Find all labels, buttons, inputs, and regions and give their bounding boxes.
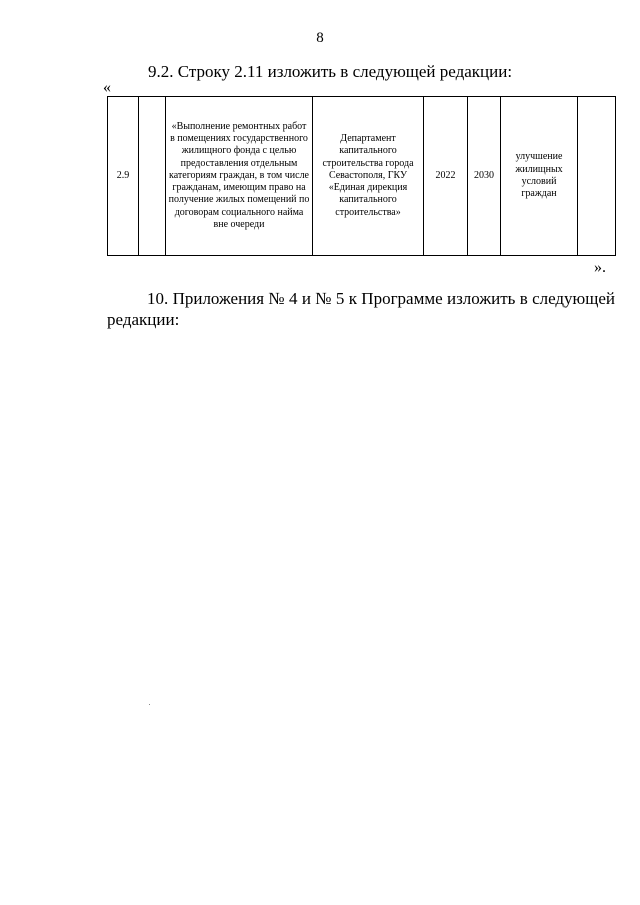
activity-cell: «Выполнение ремонтных работ в помещениях государственного жилищного фонда с целью предоставления отдельным категориям граждан, в том числе гражданам, имеющим право на получение жилых помещений по договорам социального найма вне очереди bbox=[166, 97, 313, 256]
row-number-cell: 2.9 bbox=[108, 97, 139, 256]
empty-cell bbox=[139, 97, 166, 256]
page-number: 8 bbox=[316, 30, 324, 46]
expected-result-cell: улучшение жилищных условий граждан bbox=[501, 97, 578, 256]
opening-quote-mark: « bbox=[103, 79, 111, 96]
amended-row-table bbox=[107, 96, 616, 256]
closing-quote-mark: ». bbox=[594, 259, 606, 276]
section-10-paragraph: 10. Приложения № 4 и № 5 к Программе изложить в следующей редакции: bbox=[107, 289, 615, 329]
trailing-empty-cell bbox=[578, 97, 616, 256]
table-row bbox=[108, 97, 616, 256]
scan-speck bbox=[149, 704, 150, 705]
section-9-2-heading: 9.2. Строку 2.11 изложить в следующей редакции: bbox=[148, 62, 513, 81]
start-year-cell: 2022 bbox=[424, 97, 468, 256]
end-year-cell: 2030 bbox=[468, 97, 501, 256]
executor-cell: Департамент капитального строительства города Севастополя, ГКУ «Единая дирекция капитального строительства» bbox=[313, 97, 424, 256]
